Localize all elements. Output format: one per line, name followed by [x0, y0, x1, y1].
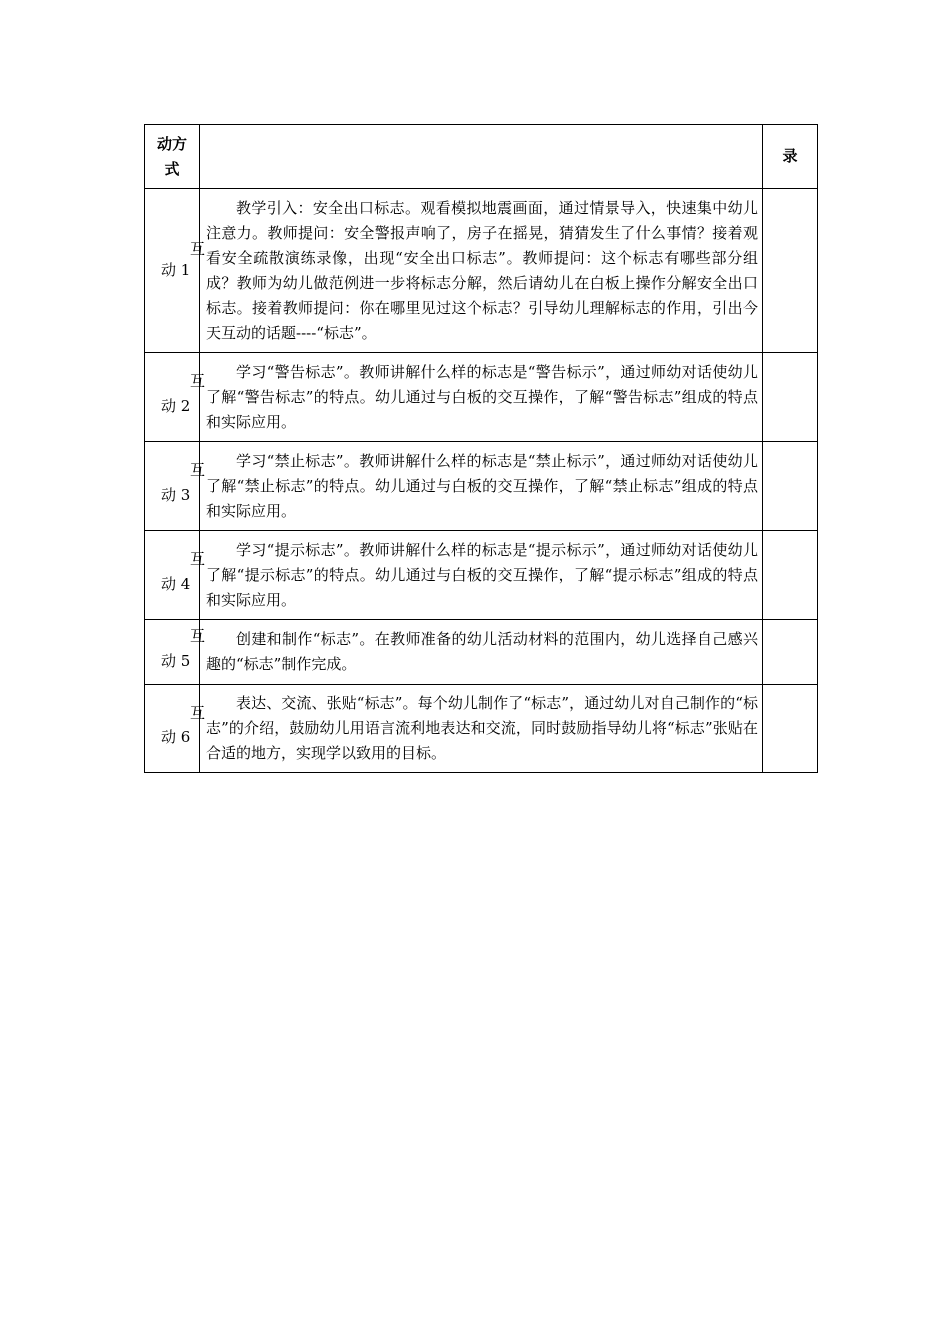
table-row	[145, 685, 818, 773]
row-label	[145, 531, 205, 620]
row-record	[763, 189, 818, 353]
row-label-bottom: 动 6	[161, 728, 191, 746]
table-row	[145, 189, 818, 353]
row-record	[763, 685, 818, 773]
table-header-row	[145, 125, 818, 189]
row-content: 学习“禁止标志”。教师讲解什么样的标志是“禁止标示”，通过师幼对话使幼儿了解“禁止标志”的特点。幼儿通过与白板的交互操作，了解“禁止标志”组成的特点和实际应用。	[200, 442, 763, 531]
row-label	[145, 442, 205, 531]
row-record	[763, 353, 818, 442]
header-content	[200, 125, 763, 189]
row-label-bottom: 动 5	[161, 651, 191, 670]
header-activity-mode	[145, 125, 200, 189]
row-label	[145, 189, 205, 353]
row-content: 表达、交流、张贴“标志”。每个幼儿制作了“标志”，通过幼儿对自己制作的“标志”的介绍，鼓励幼儿用语言流利地表达和交流，同时鼓励指导幼儿将“标志”张贴在合适的地方，实现学以致用的目标。	[200, 685, 763, 773]
row-record	[763, 442, 818, 531]
header-record: 录	[763, 125, 818, 189]
table-row	[145, 442, 818, 531]
row-content: 教学引入：安全出口标志。观看模拟地震画面，通过情景导入，快速集中幼儿注意力。教师提问：安全警报声响了，房子在摇晃，猜猜发生了什么事情？接着观看安全疏散演练录像，出现“安全出口标志”。教师提问：这个标志有哪些部分组成？教师为幼儿做范例进一步将标志分解，然后请幼儿在白板上操作分解安全出口标志。接着教师提问：你在哪里见过这个标志？引导幼儿理解标志的作用，引出今天互动的话题----“标志”。	[200, 189, 763, 353]
table-row	[145, 620, 818, 685]
row-label-top: 互	[189, 550, 205, 568]
row-label-top: 互	[189, 704, 205, 722]
header-activity-mode-line1: 动方	[156, 134, 187, 153]
row-record	[763, 531, 818, 620]
row-label	[145, 353, 205, 442]
row-label-bottom: 动 1	[161, 261, 191, 279]
row-content: 学习“警告标志”。教师讲解什么样的标志是“警告标示”，通过师幼对话使幼儿了解“警告标志”的特点。幼儿通过与白板的交互操作，了解“警告标志”组成的特点和实际应用。	[200, 353, 763, 442]
row-label-top: 互	[189, 240, 205, 258]
row-record	[763, 620, 818, 685]
header-activity-mode-line2: 式	[164, 159, 180, 178]
row-label-top: 互	[189, 627, 205, 645]
row-label	[145, 620, 205, 685]
table-row	[145, 531, 818, 620]
lesson-plan-table	[144, 124, 818, 773]
row-content: 学习“提示标志”。教师讲解什么样的标志是“提示标示”，通过师幼对话使幼儿了解“提示标志”的特点。幼儿通过与白板的交互操作，了解“提示标志”组成的特点和实际应用。	[200, 531, 763, 620]
row-content: 创建和制作“标志”。在教师准备的幼儿活动材料的范围内，幼儿选择自己感兴趣的“标志”制作完成。	[200, 620, 763, 685]
row-label-bottom: 动 4	[161, 574, 191, 593]
table-row	[145, 353, 818, 442]
row-label-bottom: 动 3	[161, 485, 191, 504]
row-label-top: 互	[189, 372, 205, 390]
row-label-top: 互	[189, 461, 205, 479]
row-label	[145, 685, 205, 773]
row-label-bottom: 动 2	[161, 396, 191, 415]
